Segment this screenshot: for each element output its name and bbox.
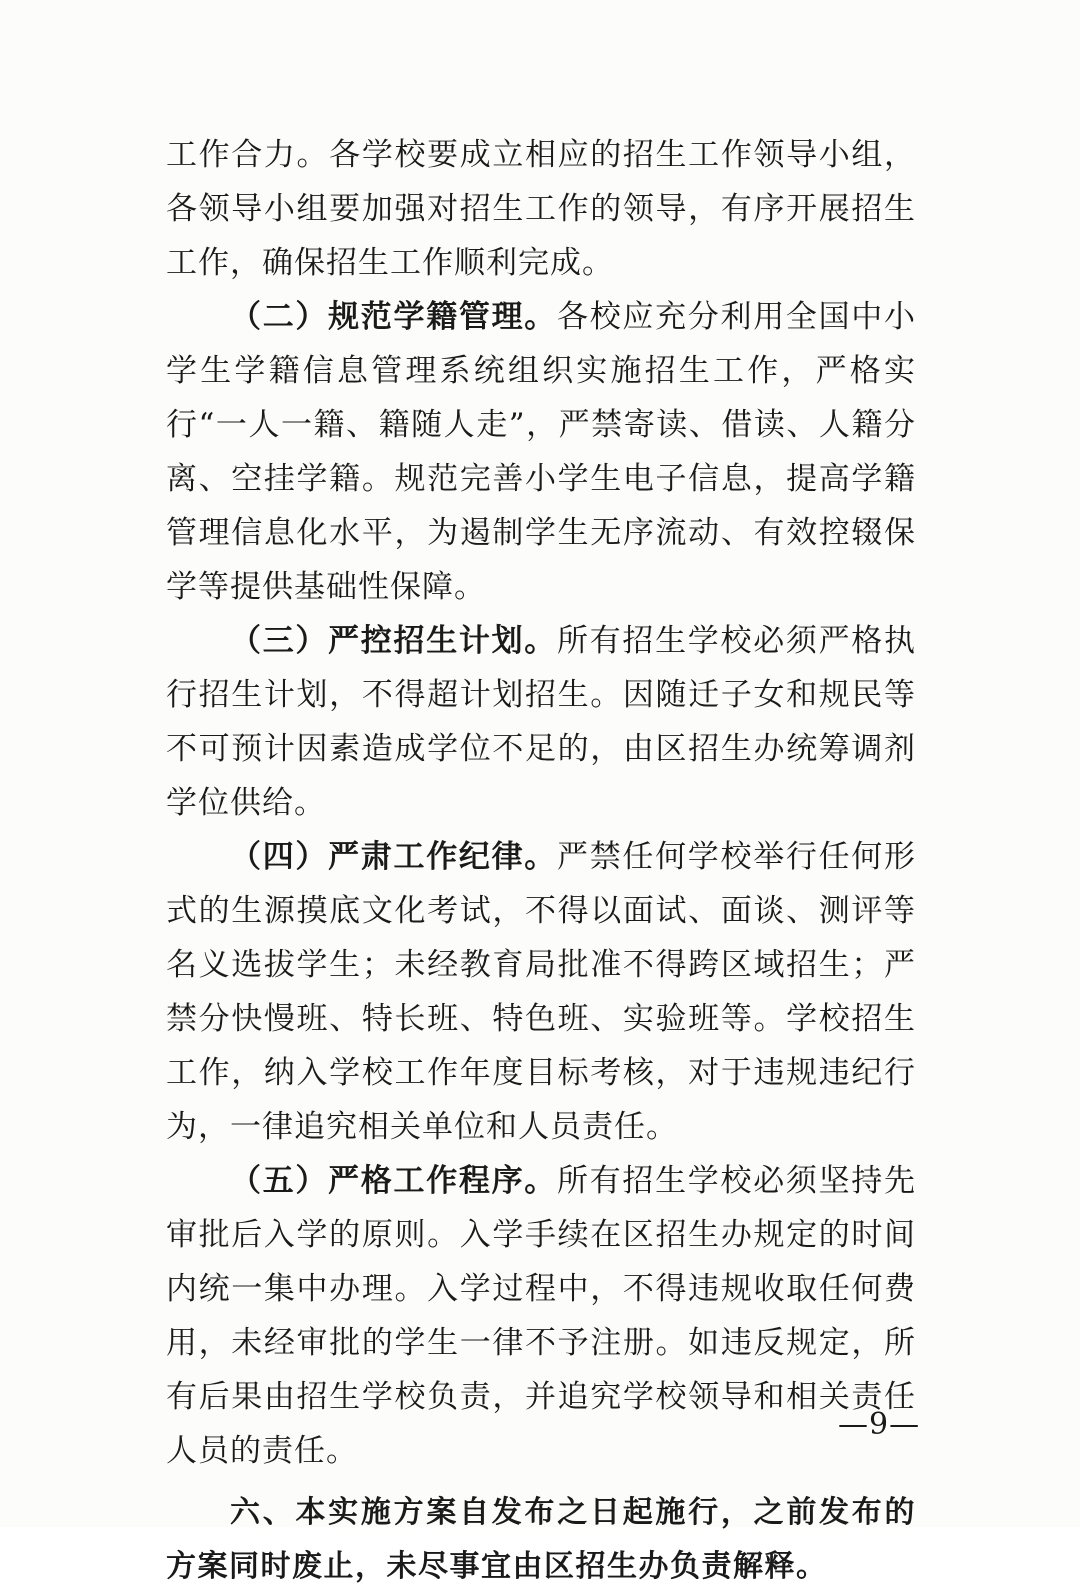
paragraph-text: 严禁任何学校举行任何形式的生源摸底文化考试，不得以面试、面谈、测评等名义选拔学生；未经教育局批准不得跨区域招生；严禁分快慢班、特长班、特色班、实验班等。学校招生工作，纳入学校工作年度目标考核，对于违规违纪行为，一律追究相关单位和人员责任。: [166, 839, 916, 1145]
paragraph-heading: （二）规范学籍管理。: [230, 299, 557, 335]
paragraph-text: 工作合力。各学校要成立相应的招生工作领导小组，各领导小组要加强对招生工作的领导，有序开展招生工作，确保招生工作顺利完成。: [166, 137, 916, 281]
paragraph-heading: （三）严控招生计划。: [230, 623, 557, 659]
paragraph-continuation: [166, 128, 916, 290]
final-clause: 六、本实施方案自发布之日起施行，之前发布的方案同时废止，未尽事宜由区招生办负责解释。: [166, 1495, 916, 1584]
paragraph-heading: （五）严格工作程序。: [230, 1163, 557, 1199]
page-number: —9—: [838, 1407, 921, 1442]
paragraph-text: 所有招生学校必须坚持先审批后入学的原则。入学手续在区招生办规定的时间内统一集中办理。入学过程中，不得违规收取任何费用，未经审批的学生一律不予注册。如违反规定，所有后果由招生学校负责，并追究学校领导和相关责任人员的责任。: [166, 1163, 916, 1469]
paragraph-text: 所有招生学校必须严格执行招生计划，不得超计划招生。因随迁子女和规民等不可预计因素造成学位不足的，由区招生办统筹调剂学位供给。: [166, 623, 916, 821]
paragraph-student-registration: [166, 290, 916, 614]
paragraph-work-discipline: [166, 830, 916, 1154]
document-body: [166, 128, 916, 1594]
paragraph-enrollment-plan: [166, 614, 916, 830]
paragraph-work-procedure: [166, 1154, 916, 1478]
paragraph-text: 各校应充分利用全国中小学生学籍信息管理系统组织实施招生工作，严格实行“一人一籍、籍随人走”，严禁寄读、借读、人籍分离、空挂学籍。规范完善小学生电子信息，提高学籍管理信息化水平，为遏制学生无序流动、有效控辍保学等提供基础性保障。: [166, 299, 916, 605]
paragraph-heading: （四）严肃工作纪律。: [230, 839, 557, 875]
